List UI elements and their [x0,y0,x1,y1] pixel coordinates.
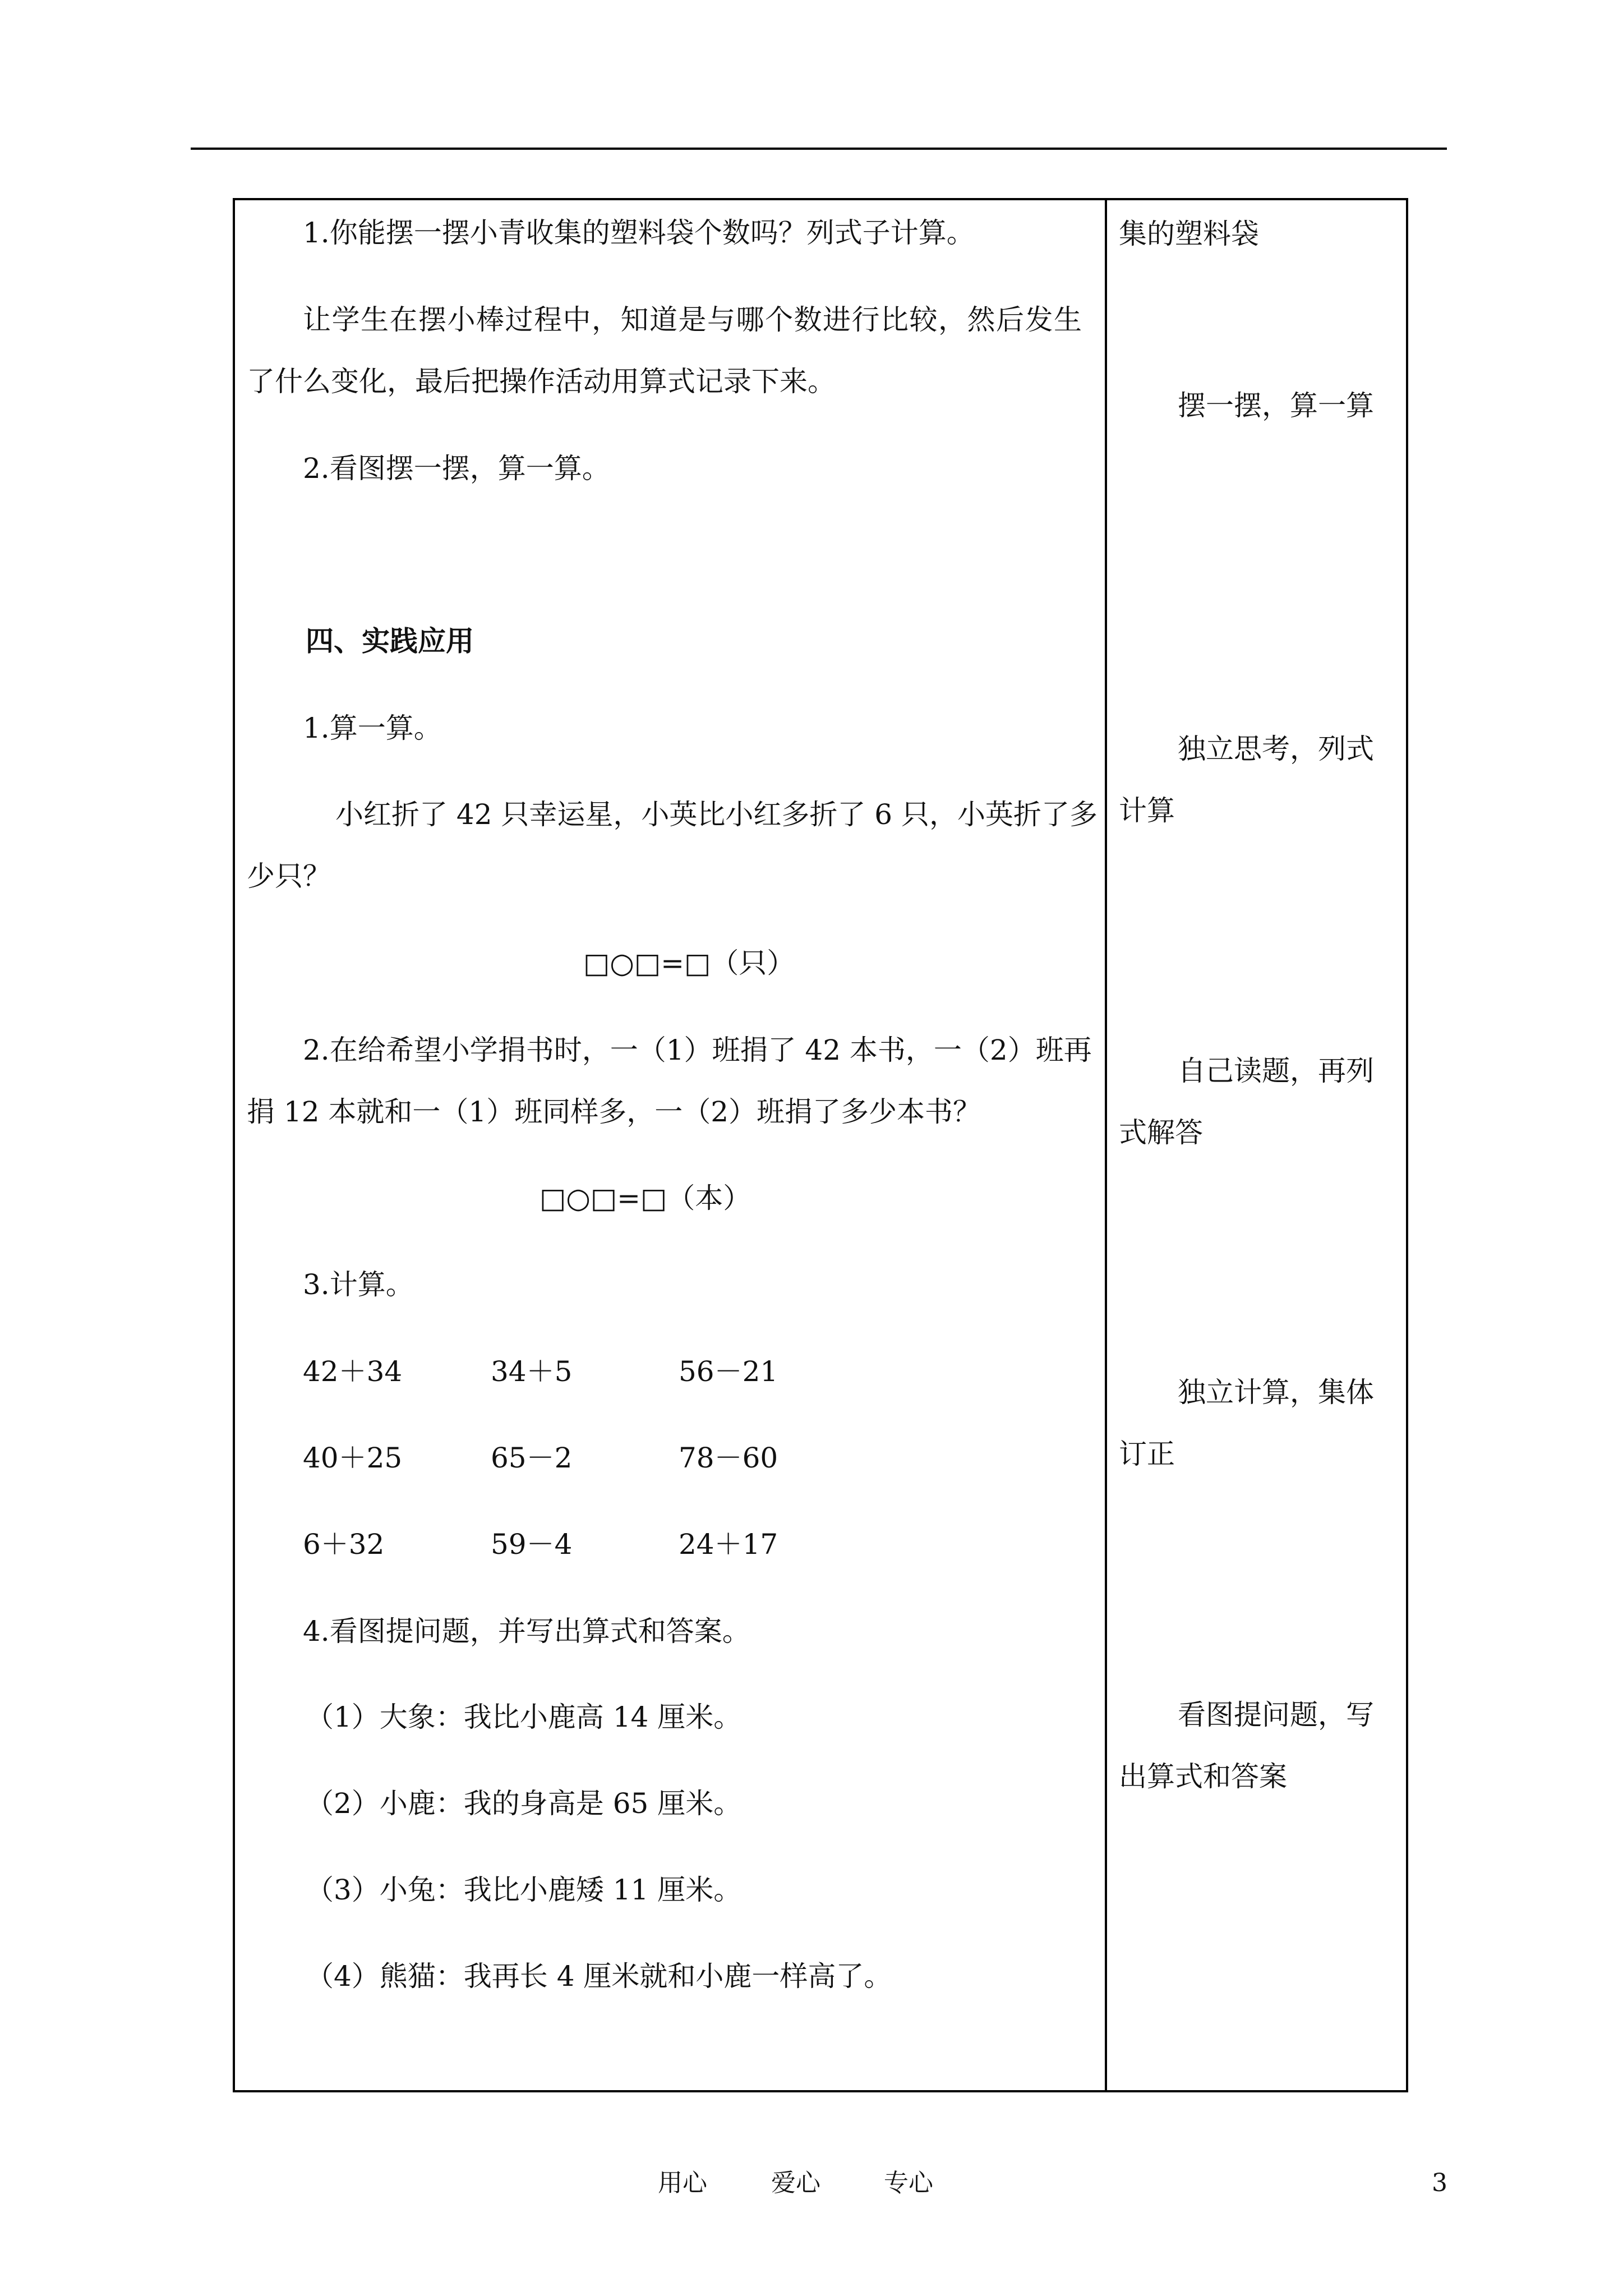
problem-1-title: 1.算一算。 [303,712,442,744]
item-2-text: 2.看图摆一摆，算一算。 [303,452,610,485]
problem-1-line-1: 小红折了 42 只幸运星，小英比小红多折了 6 只，小英折了多 [335,798,1098,831]
paragraph-1-line-1: 让学生在摆小棒过程中，知道是与哪个数进行比较，然后发生 [303,303,1083,336]
item-1-text: 1.你能摆一摆小青收集的塑料袋个数吗？列式子计算。 [303,217,975,249]
calc-expression: 24＋17 [679,1528,778,1561]
section-4-heading: 四、实践应用 [306,624,474,657]
problem-1-line-2: 少只？ [247,860,331,892]
problem-1-formula: □○□=□（只） [583,947,795,979]
footer-motto-2: 爱心 [771,2169,820,2197]
note-0: 集的塑料袋 [1119,218,1259,250]
note-5-line-1: 看图提问题，写 [1178,1699,1374,1731]
paragraph-1-line-2: 了什么变化，最后把操作活动用算式记录下来。 [247,365,836,398]
problem-4-item: （2）小鹿：我的身高是 65 厘米。 [306,1787,742,1820]
page-number: 3 [1432,2169,1447,2197]
column-divider [1105,198,1107,2092]
note-3-line-2: 式解答 [1119,1116,1203,1149]
calc-expression: 34＋5 [491,1355,573,1388]
note-4-line-1: 独立计算，集体 [1178,1376,1374,1409]
note-3-line-1: 自己读题，再列 [1178,1055,1374,1087]
calc-expression: 6＋32 [303,1528,385,1561]
calc-expression: 78－60 [679,1442,778,1474]
note-5-line-2: 出算式和答案 [1119,1760,1287,1793]
note-1: 摆一摆，算一算 [1178,389,1374,422]
calc-expression: 42＋34 [303,1355,403,1388]
calc-expression: 65－2 [491,1442,573,1474]
note-2-line-1: 独立思考，列式 [1178,733,1374,765]
calc-expression: 40＋25 [303,1442,403,1474]
problem-2-line-1: 2.在给希望小学捐书时，一（1）班捐了 42 本书，一（2）班再 [303,1034,1092,1066]
note-4-line-2: 订正 [1119,1438,1175,1470]
footer-motto-3: 专心 [884,2169,933,2197]
problem-2-line-2: 捐 12 本就和一（1）班同样多，一（2）班捐了多少本书？ [247,1096,981,1128]
problem-4-item: （1）大象：我比小鹿高 14 厘米。 [306,1701,742,1733]
header-rule [191,148,1447,150]
problem-2-formula: □○□=□（本） [540,1182,751,1214]
problem-4-item: （4）熊猫：我再长 4 厘米就和小鹿一样高了。 [306,1960,892,1993]
problem-4-item: （3）小兔：我比小鹿矮 11 厘米。 [306,1874,742,1906]
note-2-line-2: 计算 [1119,794,1175,827]
calc-expression: 59－4 [491,1528,573,1561]
problem-4-title: 4.看图提问题，并写出算式和答案。 [303,1615,750,1648]
footer-motto-1: 用心 [658,2169,707,2197]
problem-3-title: 3.计算。 [303,1268,414,1301]
calc-expression: 56－21 [679,1355,778,1388]
